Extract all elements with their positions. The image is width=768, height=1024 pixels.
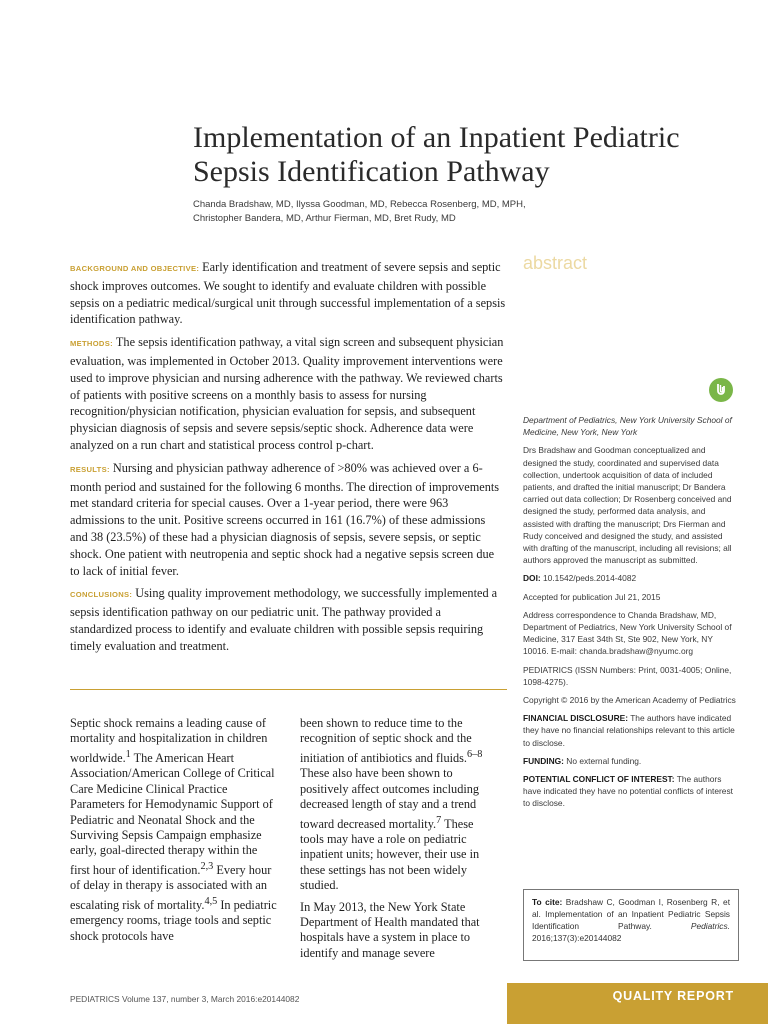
financial-text: The authors have indicated they have no financial relationships relevant to this article to disclose.	[523, 713, 735, 748]
author-line-2: Christopher Bandera, MD, Arthur Fierman, MD, Bret Rudy, MD	[193, 213, 456, 224]
issn: PEDIATRICS (ISSN Numbers: Print, 0031-4005; Online, 1098-4275).	[523, 664, 732, 687]
doi-label: DOI:	[523, 573, 541, 584]
cite-label: To cite:	[532, 897, 563, 907]
methods-label: METHODS:	[70, 339, 113, 349]
abstract-divider	[70, 689, 507, 690]
contributions: Drs Bradshaw and Goodman conceptualized and designed the study, coordinated and supervised data collection, undertook acquisition of data of included patients, and drafted the initial manuscript; Dr Bandera carried out data collection; Dr Rosenberg conceived and designed the study, performed data analysis, and assisted with drafting the manuscript; Drs Fierman and Rudy conceived and designed the study, and assisted with drafting of the manuscript, including all revisions; all authors approved the manuscript as submitted.	[523, 445, 732, 566]
body-text: The American Heart Association/American College of Critical Care Medicine Clinical Practice Parameters for Hemodynamic Support of Pediatric and Neonatal Shock and the Surviving Sepsis Campaign emphasize early, goal-directed therapy within the first hour of identification.	[70, 750, 275, 877]
body-paragraph: In May 2013, the New York State Department of Health mandated that hospitals have a system in place to identify and manage severe	[300, 899, 480, 960]
section-band	[507, 983, 768, 1024]
open-access-glyph	[709, 378, 733, 402]
cite-journal: Pediatrics.	[690, 921, 730, 931]
methods-text: The sepsis identification pathway, a vital sign screen and subsequent physician evaluation, was implemented in October 2013. Quality improvement interventions were used to improve physician and nursing adherence with the pathway. We reviewed charts of patients with positive screens on a monthly basis to assess for nursing recognition/physician notification, physician evaluation for sepsis, and subsequent physician diagnosis of sepsis and severe sepsis/septic shock. Adherence data were analyzed on a run chart and statistical process control p-chart.	[70, 335, 504, 452]
body-paragraph	[300, 716, 495, 894]
reference-sup[interactable]: 7	[436, 814, 442, 826]
conflict-of-interest	[523, 773, 738, 810]
cite-text: Bradshaw C, Goodman I, Rosenberg R, et al. Implementation of an Inpatient Pediatric Sepsis Identification Pathway.	[532, 897, 731, 931]
abstract-heading: abstract	[523, 253, 588, 273]
copyright: Copyright © 2016 by the American Academy of Pediatrics	[523, 695, 736, 706]
abstract-conclusions	[70, 585, 506, 654]
body-text: In pediatric emergency rooms, triage tools and septic shock protocols have	[70, 897, 277, 943]
reference-sup[interactable]: 6–8	[467, 748, 483, 760]
background-text: Early identification and treatment of severe sepsis and septic shock improves outcomes. We sought to identify and evaluate children with possible sepsis on a pediatric medical/surgical unit through successful implementation of a sepsis identification pathway.	[70, 260, 506, 327]
funding	[523, 755, 738, 767]
open-access-icon	[709, 378, 733, 402]
financial-label: FINANCIAL DISCLOSURE:	[523, 713, 628, 724]
abstract-methods	[70, 334, 506, 454]
article-title: Implementation of an Inpatient Pediatric Sepsis Identification Pathway	[193, 121, 680, 188]
body-text: These tools may have a role on pediatric inpatient units; however, their use in these settings has not been widely studied.	[300, 816, 480, 893]
accepted-date: Accepted for publication Jul 21, 2015	[523, 591, 661, 602]
background-label: BACKGROUND AND OBJECTIVE:	[70, 264, 200, 273]
abstract-results	[70, 460, 506, 580]
article-sidebar	[523, 414, 738, 816]
footer-citation: PEDIATRICS Volume 137, number 3, March 2016:e20144082	[70, 994, 300, 1004]
body-paragraph	[70, 716, 280, 944]
body-text: Every hour of delay in therapy is associated with an escalating risk of mortality.	[70, 862, 272, 912]
body-text: been shown to reduce time to the recognition of septic shock and the initiation of antibiotics and fluids.	[300, 716, 472, 765]
reference-sup[interactable]: 4,5	[204, 895, 218, 907]
abstract-body	[70, 259, 506, 661]
body-text: Septic shock remains a leading cause of mortality and hospitalization in children worldwide.	[70, 716, 268, 765]
doi-value[interactable]: 10.1542/peds.2014-4082	[543, 573, 637, 584]
funding-text: No external funding.	[566, 755, 642, 766]
results-label: RESULTS:	[70, 464, 110, 474]
cite-tail: 2016;137(3):e20144082	[532, 933, 622, 943]
correspondence: Address correspondence to Chanda Bradshaw, MD, Department of Pediatrics, New York University School of Medicine, 317 East 34th St, Ste 902, New York, NY 10016. E-mail: chanda.bradshaw@nyumc.org	[523, 609, 732, 657]
funding-label: FUNDING:	[523, 755, 564, 766]
author-list	[193, 198, 533, 226]
conflict-label: POTENTIAL CONFLICT OF INTEREST:	[523, 774, 675, 785]
conclusions-label: CONCLUSIONS:	[70, 590, 133, 600]
body-column-2	[300, 716, 495, 967]
affiliation: Department of Pediatrics, New York University School of Medicine, New York, New York	[523, 415, 732, 438]
reference-sup[interactable]: 1	[125, 748, 131, 760]
section-label: QUALITY REPORT	[612, 989, 734, 1003]
financial-disclosure	[523, 712, 738, 749]
body-column-1	[70, 716, 280, 950]
conflict-text: The authors have indicated they have no potential conflicts of interest to disclose.	[523, 774, 733, 809]
reference-sup[interactable]: 2,3	[200, 860, 214, 872]
doi	[523, 572, 738, 584]
results-text: Nursing and physician pathway adherence of >80% was achieved over a 6-month period and sustained for the following 6 months. The direction of improvements met standard criteria for special causes. Over a 1-year period, there were 963 admissions to the unit. Positive screens occurred in 161 (16.7%) of these admissions and 38 (23.5%) of these had a physician diagnosis of sepsis, severe sepsis, or septic shock. One patient with neutropenia and septic shock had a negative sepsis screen due to lack of initial fever.	[70, 460, 500, 578]
abstract-background	[70, 259, 506, 328]
body-text: These also have been shown to positively affect outcomes including decreased length of stay and a trend toward decreased mortality.	[300, 766, 480, 831]
author-line-1: Chanda Bradshaw, MD, Ilyssa Goodman, MD, Rebecca Rosenberg, MD, MPH,	[193, 199, 526, 210]
conclusions-text: Using quality improvement methodology, we successfully implemented a sepsis identification pathway on our pediatric unit. The pathway provided a standardized process to identify and evaluate children with possible sepsis requiring timely evaluation and treatment.	[70, 586, 498, 653]
citation-box	[523, 889, 739, 961]
